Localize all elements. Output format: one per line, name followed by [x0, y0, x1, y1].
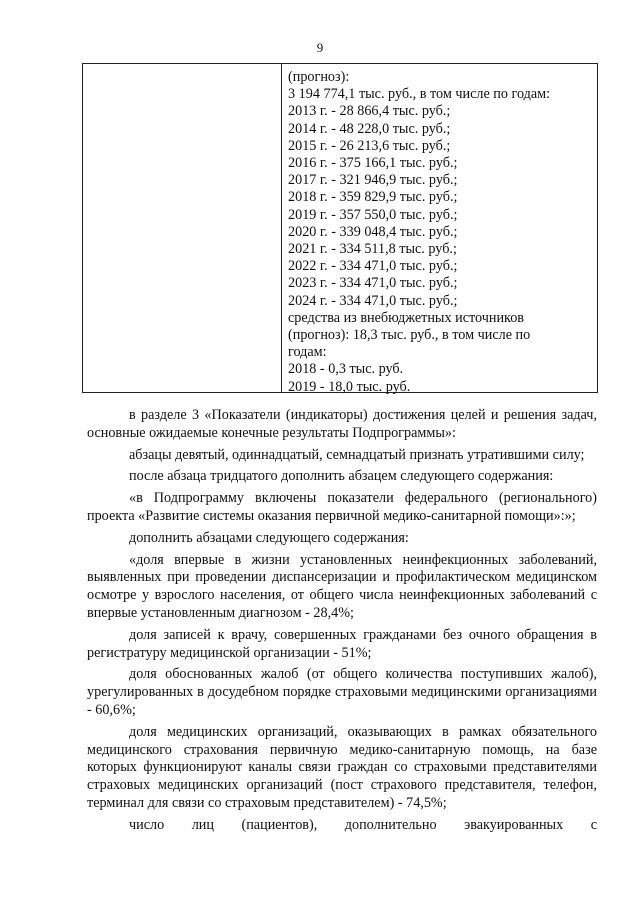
page-number: 9 — [316, 40, 324, 55]
table-line: 2018 г. - 359 829,9 тыс. руб.; — [288, 189, 458, 206]
table-line: 2019 - 18,0 тыс. руб. — [288, 378, 411, 395]
paragraph: после абзаца тридцатого дополнить абзацем следующего содержания: — [129, 468, 554, 485]
table-line: 2016 г. - 375 166,1 тыс. руб.; — [288, 155, 458, 172]
paragraph: доля медицинских организаций, оказывающих в рамках обязательного медицинского страхования первичную медико-санитарную помощь, на базе которых функционируют каналы связи граждан со страховыми представителями страховых медицинских организаций (пост страхового представителя, телефон, терминал для связи со страховым представителем) - 74,5%; — [87, 723, 597, 811]
table-line: 2020 г. - 339 048,4 тыс. руб.; — [288, 223, 458, 240]
paragraph: «доля впервые в жизни установленных неинфекционных заболеваний, выявленных при проведении диспансеризации и профилактическом медицинском осмотре у взрослого населения, от общего числа неинфекционных заболеваний с впервые установленным диагнозом - 28,4%; — [87, 551, 597, 621]
table-line: средства из внебюджетных источников — [288, 309, 525, 326]
table-line: (прогноз): 18,3 тыс. руб., в том числе по — [288, 327, 531, 344]
paragraph: дополнить абзацами следующего содержания: — [129, 529, 409, 546]
table-line: 2024 г. - 334 471,0 тыс. руб.; — [288, 292, 458, 309]
table-line: 2019 г. - 357 550,0 тыс. руб.; — [288, 206, 458, 223]
table-line: 2015 г. - 26 213,6 тыс. руб.; — [288, 137, 451, 154]
table-line: годам: — [288, 344, 327, 361]
table-line: 2023 г. - 334 471,0 тыс. руб.; — [288, 275, 458, 292]
body-text — [87, 407, 597, 839]
table-line: 2014 г. - 48 228,0 тыс. руб.; — [288, 120, 451, 137]
paragraph: доля записей к врачу, совершенных гражданами без очного обращения в регистратуру медицинской организации - 51%; — [87, 626, 597, 661]
table-line: 2017 г. - 321 946,9 тыс. руб.; — [288, 172, 458, 189]
table-line: 2021 г. - 334 511,8 тыс. руб.; — [288, 241, 457, 258]
table-left-cell — [83, 64, 282, 392]
paragraph: доля обоснованных жалоб (от общего количества поступивших жалоб), урегулированных в досудебном порядке страховыми медицинскими организациями - 60,6%; — [87, 666, 597, 718]
paragraph: «в Подпрограмму включены показатели федерального (регионального) проекта «Развитие системы оказания первичной медико-санитарной помощи»:»; — [87, 490, 597, 524]
funding-table — [82, 63, 598, 393]
table-line: 2013 г. - 28 866,4 тыс. руб.; — [288, 103, 451, 120]
table-line: 2022 г. - 334 471,0 тыс. руб.; — [288, 258, 458, 275]
table-line: 2018 - 0,3 тыс. руб. — [288, 361, 404, 378]
paragraph: в разделе 3 «Показатели (индикаторы) достижения целей и решения задач, основные ожидаемые конечные результаты Подпрограммы»: — [87, 407, 597, 441]
table-line: 3 194 774,1 тыс. руб., в том числе по годам: — [288, 86, 551, 103]
table-right-cell — [282, 64, 597, 395]
paragraph: абзацы девятый, одиннадцатый, семнадцатый признать утратившими силу; — [129, 446, 585, 463]
paragraph: число лиц (пациентов), дополнительно эвакуированных с — [129, 816, 597, 833]
table-line: (прогноз): — [288, 69, 350, 85]
